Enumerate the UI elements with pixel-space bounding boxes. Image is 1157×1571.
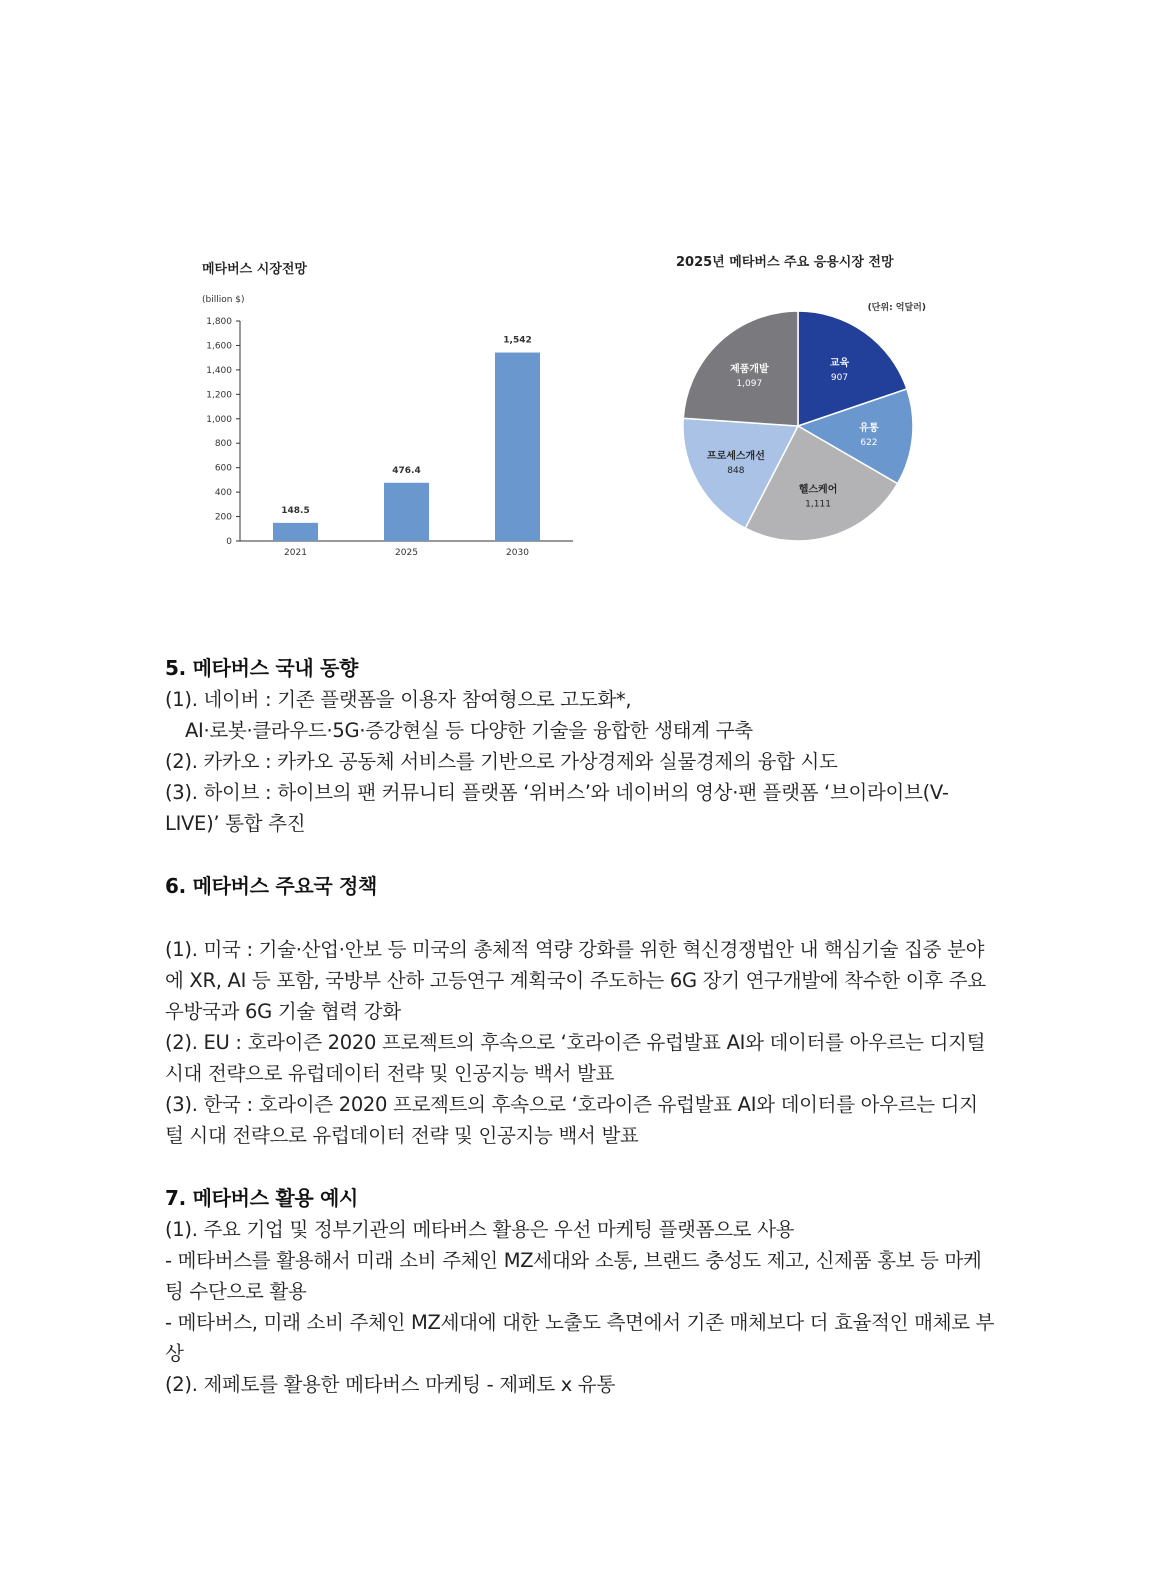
- paragraph: (3). 하이브 : 하이브의 팬 커뮤니티 플랫폼 ‘위버스’와 네이버의 영상·팬 플랫폼 ‘브이라이브(V-LIVE)’ 통합 추진: [165, 781, 949, 835]
- slice-value-label: 907: [830, 373, 849, 384]
- section-heading: 7. 메타버스 활용 예시: [165, 1186, 359, 1210]
- y-tick-label: 1,600: [206, 341, 232, 352]
- bar-value-label: 1,542: [503, 335, 532, 346]
- slice-label: 유통: [859, 422, 879, 434]
- section-country-policies: [165, 871, 995, 1151]
- bar: [273, 523, 318, 541]
- y-tick-label: 200: [214, 512, 232, 523]
- slice-label: 교육: [829, 358, 850, 370]
- bar-chart-title: 메타버스 시장전망: [202, 262, 307, 277]
- x-tick-label: 2030: [506, 548, 529, 558]
- y-tick-label: 600: [214, 463, 232, 474]
- x-tick-label: 2021: [284, 548, 307, 558]
- paragraph: (2). 제페토를 활용한 메타버스 마케팅 - 제페토 x 유통: [165, 1373, 615, 1396]
- slice-label: 헬스케어: [798, 484, 838, 496]
- paragraph: (2). EU : 호라이즌 2020 프로젝트의 후속으로 ‘호라이즌 유럽발표 AI와 데이터를 아우르는 디지털 시대 전략으로 유럽데이터 전략 및 인공지능 백서 발표: [165, 1031, 986, 1085]
- paragraph: (1). 주요 기업 및 정부기관의 메타버스 활용은 우선 마케팅 플랫폼으로 사용: [165, 1218, 795, 1241]
- slice-label: 제품개발: [729, 363, 769, 375]
- slice-value-label: 1,097: [736, 378, 763, 389]
- paragraph: (2). 카카오 : 카카오 공동체 서비스를 기반으로 가상경제와 실물경제의 융합 시도: [165, 750, 838, 773]
- slice-value-label: 848: [727, 466, 745, 477]
- pie-unit-label: (단위: 억달러): [867, 303, 926, 313]
- pie-chart: [670, 295, 940, 555]
- y-tick-label: 1,000: [206, 414, 232, 425]
- bar-value-label: 476.4: [392, 465, 421, 476]
- paragraph: (3). 한국 : 호라이즌 2020 프로젝트의 후속으로 ‘호라이즌 유럽발표 AI와 데이터를 아우르는 디지털 시대 전략으로 유럽데이터 전략 및 인공지능 백서 발표: [165, 1093, 978, 1147]
- paragraph: - 메타버스를 활용해서 미래 소비 주체인 MZ세대와 소통, 브랜드 충성도 제고, 신제품 홍보 등 마케팅 수단으로 활용: [165, 1249, 982, 1303]
- y-unit-label: (billion $): [202, 295, 245, 305]
- bar: [495, 353, 540, 541]
- pie-chart-title: 2025년 메타버스 주요 응용시장 전망: [676, 255, 894, 270]
- slice-value-label: 622: [860, 437, 878, 448]
- slice-label: 프로세스개선: [706, 451, 765, 463]
- section-domestic-trends: [165, 653, 995, 839]
- y-tick-label: 1,200: [206, 390, 232, 401]
- section-use-examples: [165, 1183, 995, 1400]
- y-tick-label: 1,400: [206, 365, 232, 376]
- section-heading: 5. 메타버스 국내 동향: [165, 656, 359, 680]
- paragraph: (1). 네이버 : 기존 플랫폼을 이용자 참여형으로 고도화*,: [165, 688, 632, 711]
- bar-chart: [190, 285, 590, 575]
- slice-value-label: 1,111: [805, 499, 831, 510]
- paragraph: AI·로봇·클라우드·5G·증강현실 등 다양한 기술을 융합한 생태계 구축: [185, 719, 753, 742]
- y-tick-label: 800: [214, 439, 232, 450]
- bar-value-label: 148.5: [281, 505, 310, 516]
- paragraph: - 메타버스, 미래 소비 주체인 MZ세대에 대한 노출도 측면에서 기존 매체보다 더 효율적인 매체로 부상: [165, 1311, 995, 1365]
- y-tick-label: 0: [226, 537, 232, 547]
- y-tick-label: 1,800: [206, 317, 232, 327]
- section-heading: 6. 메타버스 주요국 정책: [165, 874, 378, 898]
- paragraph: (1). 미국 : 기술·산업·안보 등 미국의 총체적 역량 강화를 위한 혁신경쟁법안 내 핵심기술 집중 분야에 XR, AI 등 포함, 국방부 산하 고등연구 계획국이 주도하는 6G 장기 연구개발에 착수한 이후 주요 우방국과 6G 기술 협력 강화: [165, 938, 986, 1023]
- x-tick-label: 2025: [395, 548, 418, 558]
- bar: [384, 483, 429, 541]
- y-tick-label: 400: [214, 488, 232, 499]
